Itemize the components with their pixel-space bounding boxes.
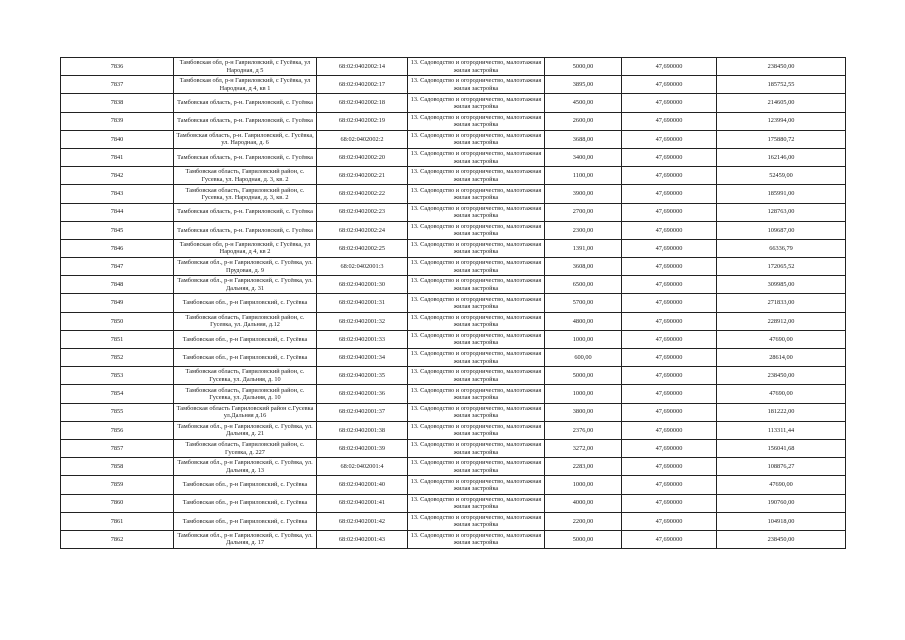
cadastral-value-cell: 228912,00 bbox=[717, 312, 846, 330]
table-row bbox=[61, 148, 846, 166]
rate-cell: 47,690000 bbox=[622, 130, 717, 148]
table-row bbox=[61, 167, 846, 185]
area-cell: 5000,00 bbox=[545, 367, 622, 385]
cadastral-value-cell: 156041,68 bbox=[717, 439, 846, 457]
land-use-cell: 13. Садоводство и огородничество, малоэтажная жилая застройка bbox=[408, 185, 545, 203]
cadastral-value-cell: 104918,00 bbox=[717, 512, 846, 530]
rate-cell: 47,690000 bbox=[622, 76, 717, 94]
land-use-cell: 13. Садоводство и огородничество, малоэтажная жилая застройка bbox=[408, 494, 545, 512]
area-cell: 5700,00 bbox=[545, 294, 622, 312]
area-cell: 600,00 bbox=[545, 349, 622, 367]
table-row bbox=[61, 330, 846, 348]
area-cell: 3400,00 bbox=[545, 148, 622, 166]
land-use-cell: 13. Садоводство и огородничество, малоэтажная жилая застройка bbox=[408, 530, 545, 548]
address-cell: Тамбовская область, р-н. Гавриловский, с. Гусёвка bbox=[174, 94, 317, 112]
area-cell: 3800,00 bbox=[545, 403, 622, 421]
row-number-cell: 7839 bbox=[61, 112, 174, 130]
row-number-cell: 7844 bbox=[61, 203, 174, 221]
row-number-cell: 7842 bbox=[61, 167, 174, 185]
rate-cell: 47,690000 bbox=[622, 385, 717, 403]
address-cell: Тамбовская область, Гавриловский район, с. Гусевка, ул. Дальняя, д. 10 bbox=[174, 385, 317, 403]
area-cell: 1000,00 bbox=[545, 385, 622, 403]
cadastral-number-cell: 68:02:0402001:43 bbox=[317, 530, 408, 548]
row-number-cell: 7850 bbox=[61, 312, 174, 330]
address-cell: Тамбовская обл., р-н Гавриловский, с. Гусёвка, ул. Дальняя, д. 17 bbox=[174, 530, 317, 548]
address-cell: Тамбовская область, Гавриловский район, с. Гусевка, ул. Дальняя, д.12 bbox=[174, 312, 317, 330]
area-cell: 2300,00 bbox=[545, 221, 622, 239]
rate-cell: 47,690000 bbox=[622, 530, 717, 548]
address-cell: Тамбовская обл., р-н Гавриловский, с. Гусёвка, ул. Дальняя, д. 31 bbox=[174, 276, 317, 294]
cadastral-value-cell: 185991,00 bbox=[717, 185, 846, 203]
row-number-cell: 7846 bbox=[61, 239, 174, 257]
cadastral-value-cell: 175880,72 bbox=[717, 130, 846, 148]
land-use-cell: 13. Садоводство и огородничество, малоэтажная жилая застройка bbox=[408, 367, 545, 385]
address-cell: Тамбовская обл, р-н Гавриловский, с Гусёвка, ул Народная, д 4, кв 1 bbox=[174, 76, 317, 94]
table-row bbox=[61, 94, 846, 112]
rate-cell: 47,690000 bbox=[622, 458, 717, 476]
cadastral-number-cell: 68:02:0402001:37 bbox=[317, 403, 408, 421]
land-use-cell: 13. Садоводство и огородничество, малоэтажная жилая застройка bbox=[408, 167, 545, 185]
address-cell: Тамбовская область, р-н. Гавриловский, с. Гусёвка bbox=[174, 203, 317, 221]
land-use-cell: 13. Садоводство и огородничество, малоэтажная жилая застройка bbox=[408, 294, 545, 312]
area-cell: 4000,00 bbox=[545, 494, 622, 512]
area-cell: 1391,00 bbox=[545, 239, 622, 257]
rate-cell: 47,690000 bbox=[622, 512, 717, 530]
rate-cell: 47,690000 bbox=[622, 203, 717, 221]
row-number-cell: 7845 bbox=[61, 221, 174, 239]
cadastral-number-cell: 68:02:0402002:18 bbox=[317, 94, 408, 112]
cadastral-number-cell: 68:02:0402001:41 bbox=[317, 494, 408, 512]
cadastral-value-cell: 309985,00 bbox=[717, 276, 846, 294]
land-use-cell: 13. Садоводство и огородничество, малоэтажная жилая застройка bbox=[408, 112, 545, 130]
area-cell: 3272,00 bbox=[545, 439, 622, 457]
area-cell: 5000,00 bbox=[545, 530, 622, 548]
address-cell: Тамбовская обл., р-н Гавриловский, с. Гусёвка bbox=[174, 512, 317, 530]
area-cell: 2376,00 bbox=[545, 421, 622, 439]
land-use-cell: 13. Садоводство и огородничество, малоэтажная жилая застройка bbox=[408, 439, 545, 457]
cadastral-number-cell: 68:02:0402001:38 bbox=[317, 421, 408, 439]
rate-cell: 47,690000 bbox=[622, 421, 717, 439]
land-use-cell: 13. Садоводство и огородничество, малоэтажная жилая застройка bbox=[408, 476, 545, 494]
row-number-cell: 7838 bbox=[61, 94, 174, 112]
rate-cell: 47,690000 bbox=[622, 112, 717, 130]
table-row bbox=[61, 530, 846, 548]
table-row bbox=[61, 476, 846, 494]
table-row bbox=[61, 439, 846, 457]
cadastral-number-cell: 68:02:0402001:3 bbox=[317, 258, 408, 276]
table-body bbox=[61, 58, 846, 549]
address-cell: Тамбовская обл., р-н Гавриловский, с. Гусёвка bbox=[174, 330, 317, 348]
address-cell: Тамбовская область, р-н. Гавриловский, с. Гусёвка bbox=[174, 221, 317, 239]
address-cell: Тамбовская область, Гавриловский район, с. Гусевка, ул. Народная, д. 3, кв. 2 bbox=[174, 167, 317, 185]
rate-cell: 47,690000 bbox=[622, 148, 717, 166]
land-use-cell: 13. Садоводство и огородничество, малоэтажная жилая застройка bbox=[408, 403, 545, 421]
cadastral-number-cell: 68:02:0402001:31 bbox=[317, 294, 408, 312]
table-row bbox=[61, 130, 846, 148]
cadastral-value-cell: 109687,00 bbox=[717, 221, 846, 239]
table-row bbox=[61, 349, 846, 367]
cadastral-value-cell: 123994,00 bbox=[717, 112, 846, 130]
cadastral-value-cell: 172065,52 bbox=[717, 258, 846, 276]
table-row bbox=[61, 421, 846, 439]
row-number-cell: 7855 bbox=[61, 403, 174, 421]
rate-cell: 47,690000 bbox=[622, 494, 717, 512]
address-cell: Тамбовская обл., р-н Гавриловский, с. Гусёвка, ул. Дальняя, д. 13 bbox=[174, 458, 317, 476]
land-plots-table bbox=[60, 57, 846, 549]
land-use-cell: 13. Садоводство и огородничество, малоэтажная жилая застройка bbox=[408, 76, 545, 94]
cadastral-value-cell: 238450,00 bbox=[717, 367, 846, 385]
cadastral-number-cell: 68:02:0402002:24 bbox=[317, 221, 408, 239]
row-number-cell: 7837 bbox=[61, 76, 174, 94]
row-number-cell: 7859 bbox=[61, 476, 174, 494]
rate-cell: 47,690000 bbox=[622, 258, 717, 276]
rate-cell: 47,690000 bbox=[622, 476, 717, 494]
area-cell: 1100,00 bbox=[545, 167, 622, 185]
table-row bbox=[61, 76, 846, 94]
cadastral-number-cell: 68:02:0402002:25 bbox=[317, 239, 408, 257]
row-number-cell: 7843 bbox=[61, 185, 174, 203]
land-use-cell: 13. Садоводство и огородничество, малоэтажная жилая застройка bbox=[408, 421, 545, 439]
cadastral-number-cell: 68:02:0402002:23 bbox=[317, 203, 408, 221]
land-use-cell: 13. Садоводство и огородничество, малоэтажная жилая застройка bbox=[408, 512, 545, 530]
address-cell: Тамбовская обл., р-н Гавриловский, с. Гусёвка bbox=[174, 494, 317, 512]
cadastral-number-cell: 68:02:0402002:22 bbox=[317, 185, 408, 203]
area-cell: 1000,00 bbox=[545, 330, 622, 348]
address-cell: Тамбовская обл, р-н Гавриловский, с Гусёвка, ул Народная, д 5 bbox=[174, 58, 317, 76]
cadastral-value-cell: 190760,00 bbox=[717, 494, 846, 512]
row-number-cell: 7836 bbox=[61, 58, 174, 76]
table-row bbox=[61, 258, 846, 276]
address-cell: Тамбовская область, р-н. Гавриловский, с. Гусёвка bbox=[174, 112, 317, 130]
cadastral-number-cell: 68:02:0402001:42 bbox=[317, 512, 408, 530]
land-use-cell: 13. Садоводство и огородничество, малоэтажная жилая застройка bbox=[408, 148, 545, 166]
cadastral-number-cell: 68:02:0402001:39 bbox=[317, 439, 408, 457]
table-row bbox=[61, 112, 846, 130]
cadastral-number-cell: 68:02:0402002:19 bbox=[317, 112, 408, 130]
table-row bbox=[61, 494, 846, 512]
table-row bbox=[61, 512, 846, 530]
cadastral-number-cell: 68:02:0402001:33 bbox=[317, 330, 408, 348]
cadastral-value-cell: 238450,00 bbox=[717, 58, 846, 76]
table-row bbox=[61, 294, 846, 312]
row-number-cell: 7862 bbox=[61, 530, 174, 548]
area-cell: 4800,00 bbox=[545, 312, 622, 330]
cadastral-number-cell: 68:02:0402002:14 bbox=[317, 58, 408, 76]
row-number-cell: 7856 bbox=[61, 421, 174, 439]
cadastral-value-cell: 66336,79 bbox=[717, 239, 846, 257]
cadastral-value-cell: 108876,27 bbox=[717, 458, 846, 476]
row-number-cell: 7857 bbox=[61, 439, 174, 457]
address-cell: Тамбовская область Гавриловский район с.Гусевка ул.Дальняя д.16 bbox=[174, 403, 317, 421]
rate-cell: 47,690000 bbox=[622, 294, 717, 312]
rate-cell: 47,690000 bbox=[622, 276, 717, 294]
area-cell: 5000,00 bbox=[545, 58, 622, 76]
land-use-cell: 13. Садоводство и огородничество, малоэтажная жилая застройка bbox=[408, 239, 545, 257]
cadastral-value-cell: 47690,00 bbox=[717, 385, 846, 403]
cadastral-value-cell: 47690,00 bbox=[717, 330, 846, 348]
address-cell: Тамбовская обл, р-н Гавриловский, с Гусёвка, ул Народная, д 4, кв 2 bbox=[174, 239, 317, 257]
address-cell: Тамбовская область, р-н. Гавриловский, с. Гусёвка bbox=[174, 148, 317, 166]
area-cell: 1000,00 bbox=[545, 476, 622, 494]
cadastral-number-cell: 68:02:0402001:34 bbox=[317, 349, 408, 367]
rate-cell: 47,690000 bbox=[622, 403, 717, 421]
address-cell: Тамбовская область, Гавриловский район, с. Гусевка, ул. Дальняя, д. 10 bbox=[174, 367, 317, 385]
row-number-cell: 7861 bbox=[61, 512, 174, 530]
cadastral-value-cell: 28614,00 bbox=[717, 349, 846, 367]
row-number-cell: 7860 bbox=[61, 494, 174, 512]
table-row bbox=[61, 367, 846, 385]
land-use-cell: 13. Садоводство и огородничество, малоэтажная жилая застройка bbox=[408, 258, 545, 276]
area-cell: 2283,00 bbox=[545, 458, 622, 476]
cadastral-value-cell: 181222,00 bbox=[717, 403, 846, 421]
address-cell: Тамбовская область, р-н. Гавриловский, с. Гусёвка, ул. Народная, д. 6 bbox=[174, 130, 317, 148]
land-use-cell: 13. Садоводство и огородничество, малоэтажная жилая застройка bbox=[408, 94, 545, 112]
area-cell: 6500,00 bbox=[545, 276, 622, 294]
row-number-cell: 7853 bbox=[61, 367, 174, 385]
row-number-cell: 7847 bbox=[61, 258, 174, 276]
cadastral-number-cell: 68:02:0402001:35 bbox=[317, 367, 408, 385]
area-cell: 2200,00 bbox=[545, 512, 622, 530]
rate-cell: 47,690000 bbox=[622, 185, 717, 203]
table-row bbox=[61, 403, 846, 421]
row-number-cell: 7840 bbox=[61, 130, 174, 148]
cadastral-value-cell: 47690,00 bbox=[717, 476, 846, 494]
rate-cell: 47,690000 bbox=[622, 367, 717, 385]
cadastral-number-cell: 68:02:0402001:40 bbox=[317, 476, 408, 494]
cadastral-value-cell: 128763,00 bbox=[717, 203, 846, 221]
rate-cell: 47,690000 bbox=[622, 312, 717, 330]
land-use-cell: 13. Садоводство и огородничество, малоэтажная жилая застройка bbox=[408, 458, 545, 476]
cadastral-value-cell: 52459,00 bbox=[717, 167, 846, 185]
row-number-cell: 7848 bbox=[61, 276, 174, 294]
table-row bbox=[61, 221, 846, 239]
table-row bbox=[61, 385, 846, 403]
row-number-cell: 7849 bbox=[61, 294, 174, 312]
cadastral-number-cell: 68:02:0402002:21 bbox=[317, 167, 408, 185]
rate-cell: 47,690000 bbox=[622, 439, 717, 457]
area-cell: 3895,00 bbox=[545, 76, 622, 94]
cadastral-number-cell: 68:02:0402002:20 bbox=[317, 148, 408, 166]
land-use-cell: 13. Садоводство и огородничество, малоэтажная жилая застройка bbox=[408, 385, 545, 403]
cadastral-number-cell: 68:02:0402001:36 bbox=[317, 385, 408, 403]
table-row bbox=[61, 312, 846, 330]
table-row bbox=[61, 58, 846, 76]
land-use-cell: 13. Садоводство и огородничество, малоэтажная жилая застройка bbox=[408, 203, 545, 221]
address-cell: Тамбовская обл., р-н Гавриловский, с. Гусёвка bbox=[174, 294, 317, 312]
area-cell: 3900,00 bbox=[545, 185, 622, 203]
cadastral-value-cell: 162146,00 bbox=[717, 148, 846, 166]
rate-cell: 47,690000 bbox=[622, 94, 717, 112]
land-use-cell: 13. Садоводство и огородничество, малоэтажная жилая застройка bbox=[408, 130, 545, 148]
rate-cell: 47,690000 bbox=[622, 239, 717, 257]
table-row bbox=[61, 239, 846, 257]
land-use-cell: 13. Садоводство и огородничество, малоэтажная жилая застройка bbox=[408, 349, 545, 367]
cadastral-number-cell: 68:02:0402001:30 bbox=[317, 276, 408, 294]
area-cell: 2700,00 bbox=[545, 203, 622, 221]
land-use-cell: 13. Садоводство и огородничество, малоэтажная жилая застройка bbox=[408, 330, 545, 348]
land-use-cell: 13. Садоводство и огородничество, малоэтажная жилая застройка bbox=[408, 58, 545, 76]
land-use-cell: 13. Садоводство и огородничество, малоэтажная жилая застройка bbox=[408, 221, 545, 239]
row-number-cell: 7841 bbox=[61, 148, 174, 166]
cadastral-number-cell: 68:02:0402002:2 bbox=[317, 130, 408, 148]
table-row bbox=[61, 203, 846, 221]
cadastral-number-cell: 68:02:0402001:32 bbox=[317, 312, 408, 330]
table-row bbox=[61, 276, 846, 294]
row-number-cell: 7851 bbox=[61, 330, 174, 348]
address-cell: Тамбовская обл., р-н Гавриловский, с. Гусёвка, ул. Дальняя, д. 21 bbox=[174, 421, 317, 439]
address-cell: Тамбовская область, Гавриловский район, с. Гусевка, ул. Народная, д. 3, кв. 2 bbox=[174, 185, 317, 203]
address-cell: Тамбовская область, Гавриловский район, с. Гусевка, д. 227 bbox=[174, 439, 317, 457]
table-row bbox=[61, 458, 846, 476]
cadastral-value-cell: 113311,44 bbox=[717, 421, 846, 439]
area-cell: 4500,00 bbox=[545, 94, 622, 112]
rate-cell: 47,690000 bbox=[622, 167, 717, 185]
rate-cell: 47,690000 bbox=[622, 330, 717, 348]
row-number-cell: 7854 bbox=[61, 385, 174, 403]
cadastral-value-cell: 238450,00 bbox=[717, 530, 846, 548]
rate-cell: 47,690000 bbox=[622, 58, 717, 76]
cadastral-number-cell: 68:02:0402001:4 bbox=[317, 458, 408, 476]
rate-cell: 47,690000 bbox=[622, 349, 717, 367]
cadastral-value-cell: 214605,00 bbox=[717, 94, 846, 112]
rate-cell: 47,690000 bbox=[622, 221, 717, 239]
address-cell: Тамбовская обл., р-н Гавриловский, с. Гусёвка, ул. Прудовая, д. 9 bbox=[174, 258, 317, 276]
row-number-cell: 7852 bbox=[61, 349, 174, 367]
area-cell: 2600,00 bbox=[545, 112, 622, 130]
address-cell: Тамбовская обл., р-н Гавриловский, с. Гусёвка bbox=[174, 476, 317, 494]
cadastral-value-cell: 185752,55 bbox=[717, 76, 846, 94]
row-number-cell: 7858 bbox=[61, 458, 174, 476]
area-cell: 3688,00 bbox=[545, 130, 622, 148]
cadastral-number-cell: 68:02:0402002:17 bbox=[317, 76, 408, 94]
land-use-cell: 13. Садоводство и огородничество, малоэтажная жилая застройка bbox=[408, 312, 545, 330]
cadastral-value-cell: 271833,00 bbox=[717, 294, 846, 312]
address-cell: Тамбовская обл., р-н Гавриловский, с. Гусёвка bbox=[174, 349, 317, 367]
land-use-cell: 13. Садоводство и огородничество, малоэтажная жилая застройка bbox=[408, 276, 545, 294]
table-row bbox=[61, 185, 846, 203]
area-cell: 3608,00 bbox=[545, 258, 622, 276]
